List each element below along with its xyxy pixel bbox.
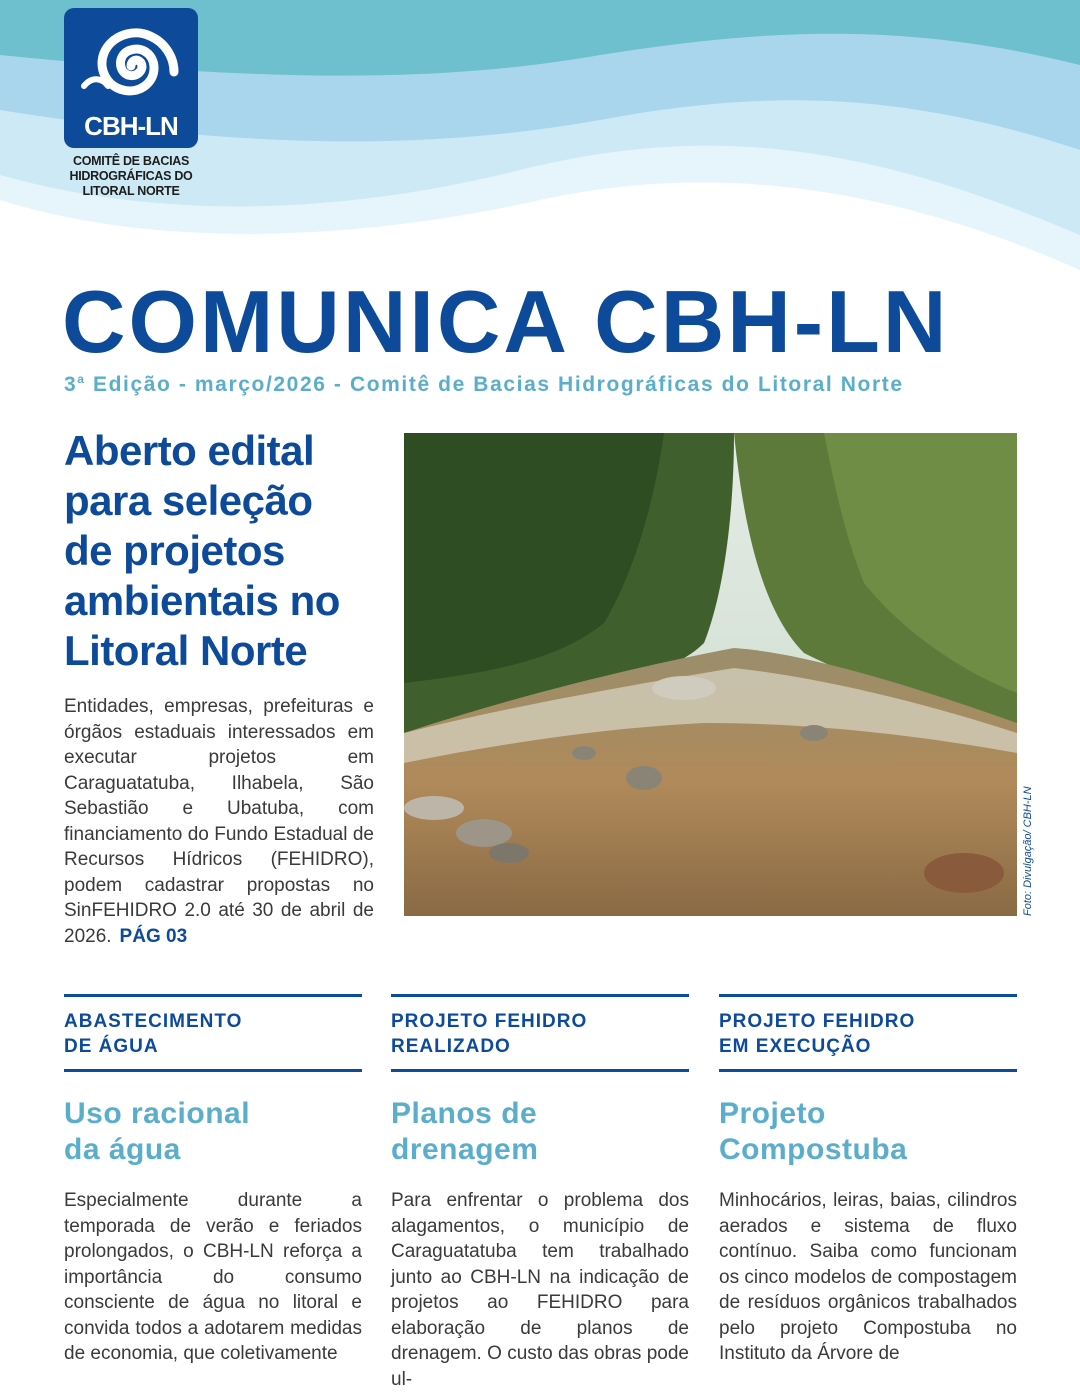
masthead-title: COMUNICA CBH-LN [62, 272, 950, 371]
column-headline[interactable]: Planos de drenagem [391, 1097, 539, 1166]
river-photo [404, 433, 1017, 916]
column-compostuba[interactable] [719, 994, 1017, 1367]
lead-headline[interactable]: Aberto edital para seleção de projetos ambientais no Litoral Norte [64, 427, 340, 674]
column-body-text: Minhocários, leiras, baias, cilindros aerados e sistema de fluxo contínuo. Saiba como funcionam os cinco modelos de compostagem de resíduos orgânicos trabalhados pelo projeto Compostuba no Instituto da Árvore de [719, 1190, 1017, 1364]
column-headline[interactable]: Uso racional da água [64, 1097, 251, 1166]
spiral-wave-icon [78, 16, 184, 116]
logo-subtitle: COMITÊ DE BACIAS HIDROGRÁFICAS DO LITORAL NORTE [69, 154, 193, 198]
edition-line: 3$^a$ Edição - março/2026 - Comitê de Bacias Hidrográficas do Litoral Norte [64, 372, 904, 396]
column-section-tag: PROJETO FEHIDRO EM EXECUÇÃO [719, 997, 1017, 1072]
logo-acronym: CBH-LN [84, 111, 178, 141]
page-reference-link[interactable]: PÁG 03 [119, 925, 188, 947]
column-section-tag: PROJETO FEHIDRO REALIZADO [391, 997, 689, 1072]
column-body-text: Especialmente durante a temporada de verão e feriados prolongados, o CBH-LN reforça a importância do consumo consciente de água no litoral e convida todos a adotarem medidas de economia, que coletivamente [64, 1190, 362, 1364]
logo [64, 8, 204, 199]
lead-summary: Entidades, empresas, prefeituras e órgãos estaduais interessados em executar projetos em Caraguatatuba, Ilhabela, São Sebastião e Ubatuba, com financiamento do Fundo Estadual de Recursos Hídricos (FEHIDRO), podem cadastrar propostas no SinFEHIDRO 2.0 até 30 de abril de 2026. PÁG 03 [64, 696, 374, 947]
column-body-text: Para enfrentar o problema dos alagamentos, o município de Caraguatatuba tem trabalhado junto ao CBH-LN na indicação de projetos ao FEHIDRO para elaboração de planos de drenagem. O custo das obras pode ul- [391, 1190, 689, 1390]
logo-emblem [64, 8, 198, 148]
column-headline[interactable]: Projeto Compostuba [719, 1097, 908, 1166]
column-drainage-plans[interactable] [391, 994, 689, 1392]
column-section-tag: ABASTECIMENTO DE ÁGUA [64, 997, 362, 1072]
photo-credit: Foto: Divulgação/ CBH-LN [1022, 786, 1034, 916]
column-water-supply[interactable] [64, 994, 362, 1367]
